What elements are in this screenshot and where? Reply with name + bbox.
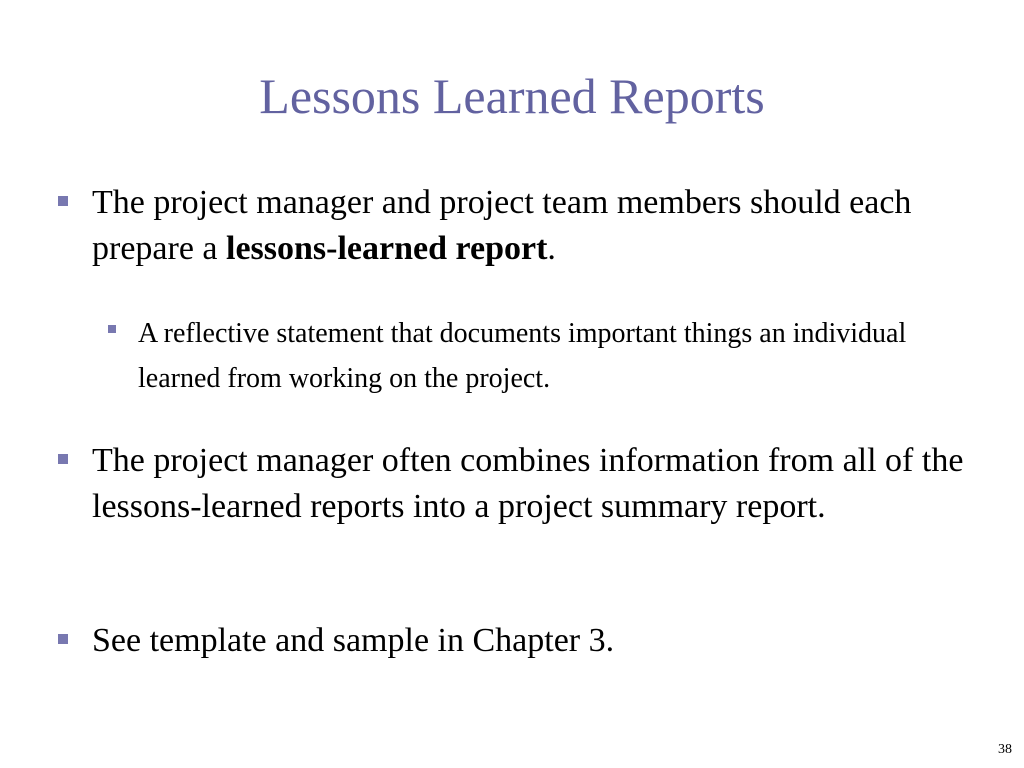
square-bullet-icon — [58, 634, 68, 644]
bullet-1-text-end: . — [547, 230, 556, 267]
bullet-item-3 — [92, 618, 982, 664]
square-bullet-icon — [108, 325, 116, 333]
square-bullet-icon — [58, 454, 68, 464]
bullet-1-bold-term: lessons-learned report — [226, 230, 548, 267]
sub-bullet-item-1 — [138, 311, 968, 401]
bullet-1-text: The project manager and project team members should each prepare a — [92, 184, 912, 267]
bullet-item-1 — [92, 180, 982, 272]
bullet-2-text: The project manager often combines information from all of the lessons-learned reports into a project summary report. — [92, 442, 964, 525]
page-number: 38 — [998, 742, 1012, 757]
square-bullet-icon — [58, 196, 68, 206]
sub-bullet-1-text: A reflective statement that documents important things an individual learned from working on the project. — [138, 318, 907, 394]
bullet-item-2 — [92, 438, 982, 530]
slide-title: Lessons Learned Reports — [259, 68, 765, 124]
bullet-3-text: See template and sample in Chapter 3. — [92, 622, 615, 659]
